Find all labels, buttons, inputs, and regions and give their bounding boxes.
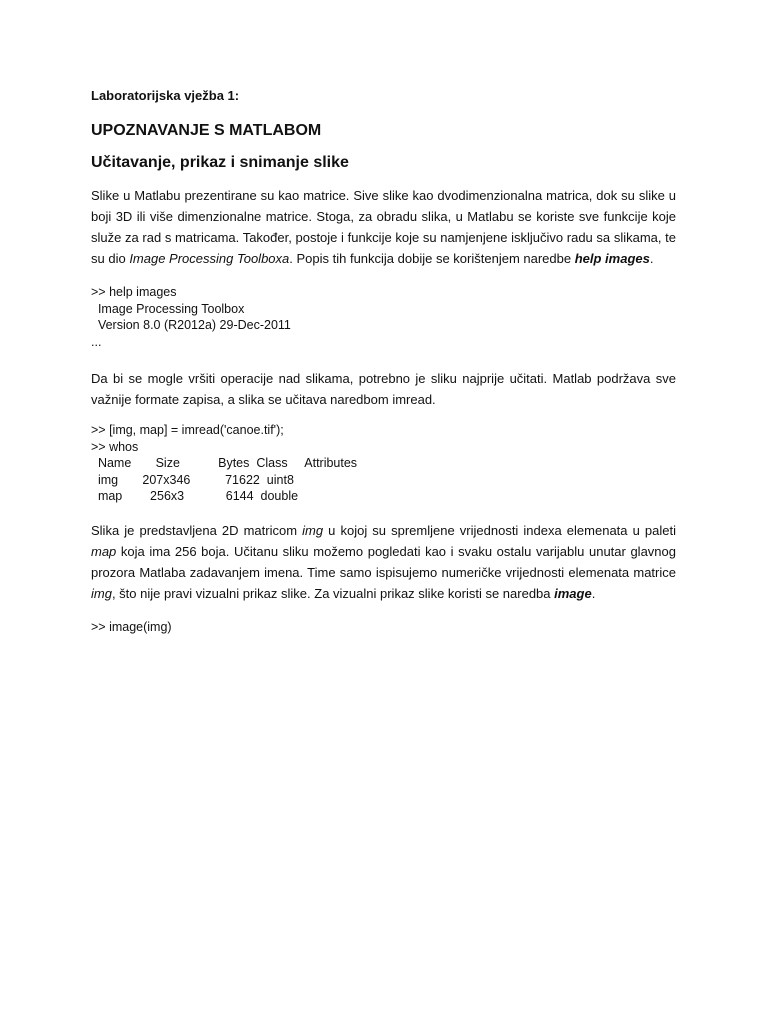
paragraph-text: . — [649, 251, 654, 266]
paragraph-image-display — [91, 520, 676, 604]
section-title: Učitavanje, prikaz i snimanje slike — [91, 154, 349, 171]
paragraph-imread: Da bi se mogle vršiti operacije nad slikama, potrebno je sliku najprije učitati. Matlab podržava sve važnije formate zapisa, a slika se učitava naredbom imread. — [91, 371, 676, 407]
lab-exercise-label: Laboratorijska vježba 1: — [91, 88, 240, 103]
code-line: map 256x3 6144 double — [91, 489, 299, 503]
paragraph-text: koja ima 256 boja. Učitanu sliku možemo pogledati kao i svaku ostalu varijablu unutar glavnog prozora Matlaba zadavanjem imena. Time samo ispisujemo numeričke vrijednosti elemenata matrice — [91, 543, 676, 580]
code-line: >> help images — [91, 285, 177, 299]
code-line: Image Processing Toolbox — [91, 301, 245, 316]
italic-term: img — [91, 585, 112, 601]
code-line: Version 8.0 (R2012a) 29-Dec-2011 — [91, 318, 291, 332]
code-block-help — [91, 284, 676, 350]
italic-term: Image Processing Toolboxa — [129, 251, 290, 266]
paragraph-text: Slike u Matlabu prezentirane su kao matrice. Sive slike kao dvodimenzionalna matrica, dok su slike u boji 3D ili više dimenzionalne matrice. Stoga, za obradu slika, u Matlabu se koriste sve funkcije koje služe za rad s matricama. Također, postoje i funkcije koje su namjenjene isključivo radu sa slikama, te su dio — [91, 188, 676, 266]
code-line: >> image(img) — [91, 619, 172, 634]
command-name: image — [554, 585, 592, 601]
paragraph-text: . — [591, 585, 596, 601]
document-title: UPOZNAVANJE S MATLABOM — [91, 122, 322, 139]
code-block-imread — [91, 422, 676, 505]
code-line: >> [img, map] = imread('canoe.tif'); — [91, 423, 284, 437]
code-line: ... — [91, 334, 102, 349]
code-line: >> whos — [91, 439, 139, 454]
paragraph-text: , što nije pravi vizualni prikaz slike. Za vizualni prikaz slike koristi se naredba — [111, 585, 555, 601]
code-block-image — [91, 619, 676, 636]
italic-term: img — [302, 522, 324, 538]
code-line: Name Size Bytes Class Attributes — [91, 456, 358, 470]
document-page — [91, 87, 676, 635]
code-line: img 207x346 71622 uint8 — [91, 472, 294, 487]
paragraph-intro — [91, 185, 676, 269]
paragraph-text: u kojoj su spremljene vrijednosti indexa elemenata u paleti — [323, 522, 676, 538]
paragraph-text: Slika je predstavljena 2D matricom — [91, 522, 303, 538]
command-name: help images — [574, 251, 650, 266]
paragraph-text: . Popis tih funkcija dobije se korištenjem naredbe — [289, 251, 575, 266]
italic-term: map — [91, 543, 117, 559]
